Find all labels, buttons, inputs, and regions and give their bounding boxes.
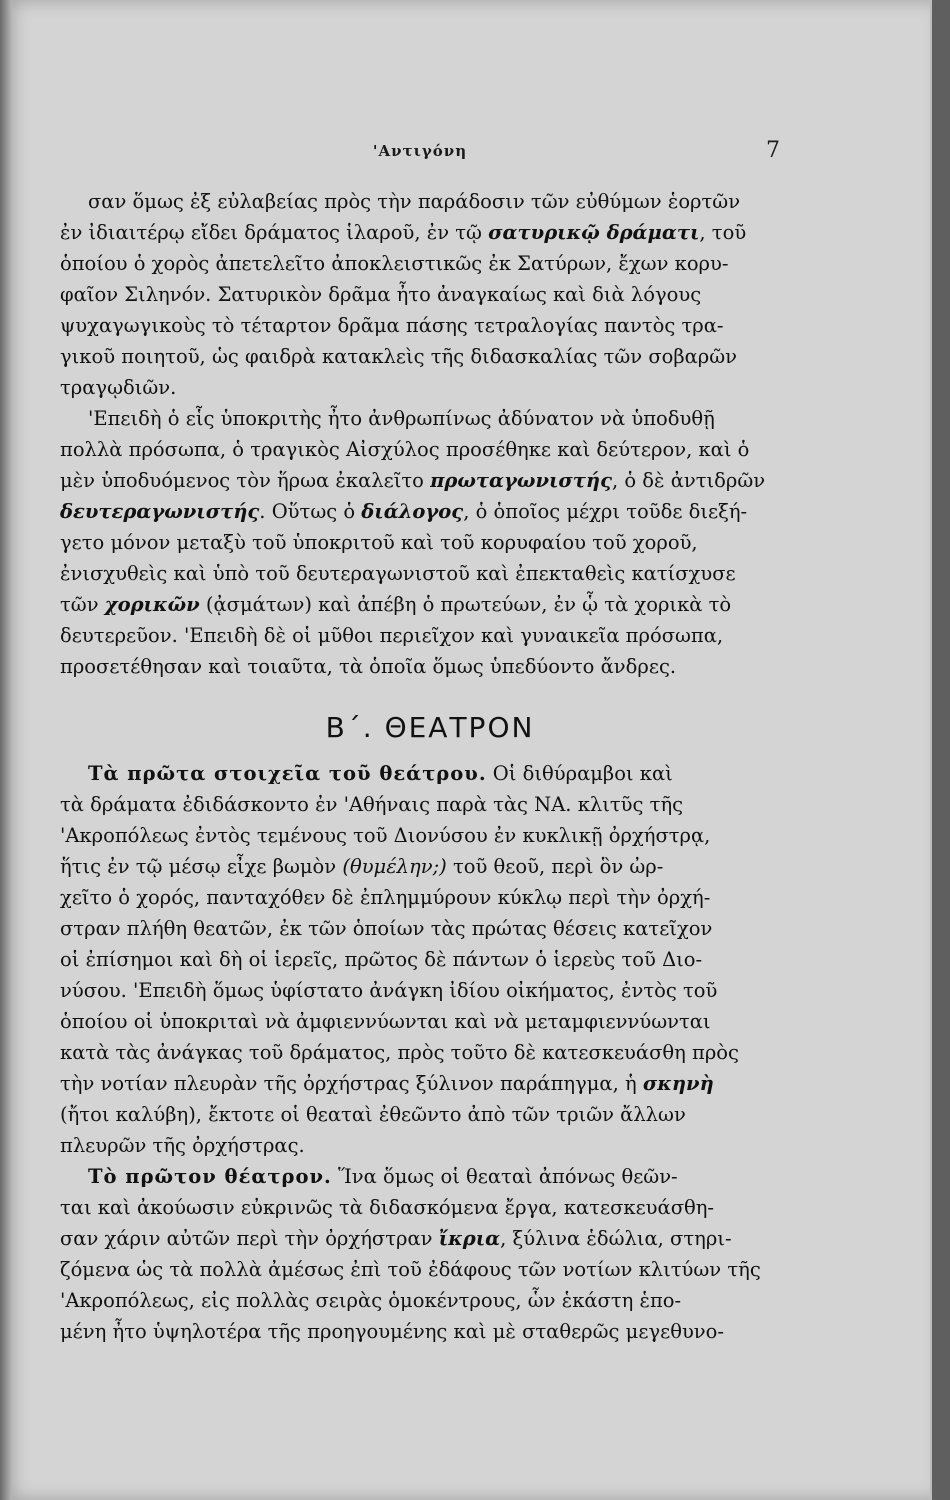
text-segment: μένη ἦτο ὑψηλοτέρα τῆς προηγουμένης καὶ μὲ σταθερῶς μεγεθυνο- — [60, 1320, 724, 1343]
text-line — [60, 527, 800, 558]
text-line — [60, 1037, 800, 1068]
text-line — [60, 944, 800, 975]
paragraph — [60, 186, 800, 403]
text-segment: τῶν — [60, 593, 105, 616]
text-segment: . Οὕτως ὁ — [259, 500, 362, 523]
text-segment: ψυχαγωγικοὺς τὸ τέταρτον δρᾶμα πάσης τετραλογίας παντὸς τρα- — [60, 314, 724, 337]
text-segment: σαν χάριν αὐτῶν περὶ τὴν ὀρχήστραν — [60, 1227, 439, 1250]
text-segment: τοῦ θεοῦ, περὶ ὃν ὠρ- — [446, 855, 664, 878]
text-segment: τὰ δράματα ἐδιδάσκοντο ἐν 'Αθήναις παρὰ τὰς ΝΑ. κλιτῦς τῆς — [60, 793, 684, 816]
text-segment: γετο μόνον μεταξὺ τοῦ ὑποκριτοῦ καὶ τοῦ κορυφαίου τοῦ χοροῦ, — [60, 531, 698, 554]
page-spine-shadow — [0, 0, 12, 1500]
text-part-1 — [60, 186, 800, 682]
text-segment: χεῖτο ὁ χορός, πανταχόθεν δὲ ἐπλημμύρουν κύκλῳ περὶ τὴν ὀρχή- — [60, 886, 711, 909]
text-segment: οἱ ἐπίσημοι καὶ δὴ οἱ ἱερεῖς, πρῶτος δὲ πάντων ὁ ἱερεὺς τοῦ Διο- — [60, 948, 703, 971]
text-segment: Ἵνα ὅμως οἱ θεαταὶ ἀπόνως θεῶν- — [331, 1165, 678, 1188]
text-segment: σαν ὅμως ἐξ εὐλαβείας πρὸς τὴν παράδοσιν τῶν εὐθύμων ἑορτῶν — [88, 190, 741, 213]
text-segment: νύσου. 'Επειδὴ ὅμως ὑφίστατο ἀνάγκη ἰδίου οἰκήματος, ἐντὸς τοῦ — [60, 979, 718, 1002]
paragraph — [60, 1161, 800, 1347]
text-line — [60, 372, 800, 403]
emphasized-term: σκηνὴ — [642, 1072, 714, 1095]
text-segment: φαῖον Σιληνόν. Σατυρικὸν δρᾶμα ἦτο ἀναγκαίως καὶ διὰ λόγους — [60, 283, 702, 306]
emphasized-term: διάλογος — [361, 500, 464, 523]
text-segment: Οἱ διθύραμβοι καὶ — [486, 762, 673, 785]
text-line — [60, 1192, 800, 1223]
text-segment: , τοῦ — [699, 221, 747, 244]
text-line — [60, 882, 800, 913]
text-line — [60, 217, 800, 248]
text-line — [60, 1161, 800, 1192]
text-segment: τραγῳδιῶν. — [60, 376, 177, 399]
text-line — [60, 496, 800, 527]
text-segment: , ὁ δὲ ἀντιδρῶν — [611, 469, 766, 492]
emphasized-term: (θυμέλην;) — [342, 855, 447, 878]
text-segment: πλευρῶν τῆς ὀρχήστρας. — [60, 1134, 305, 1157]
text-line — [60, 310, 800, 341]
text-segment: 'Επειδὴ ὁ εἷς ὑποκριτὴς ἦτο ἀνθρωπίνως ἀδύνατον νὰ ὑποδυθῇ — [88, 407, 715, 430]
text-line — [60, 1068, 800, 1099]
text-line — [60, 1130, 800, 1161]
text-segment: ὁποίου ὁ χορὸς ἀπετελεῖτο ἀποκλειστικῶς ἐκ Σατύρων, ἔχων κορυ- — [60, 252, 729, 275]
text-segment: , ὁ ὁποῖος μέχρι τοῦδε διεξή- — [463, 500, 748, 523]
running-title: 'Αντιγόνη — [372, 142, 468, 160]
paragraph-heading: Τὰ πρῶτα στοιχεῖα τοῦ θεάτρου. — [88, 762, 487, 785]
text-line — [60, 1223, 800, 1254]
paragraph — [60, 758, 800, 1161]
text-line — [60, 1316, 800, 1347]
page-number: 7 — [766, 138, 780, 163]
emphasized-term: πρωταγωνιστής — [430, 469, 612, 492]
text-line — [60, 975, 800, 1006]
text-line — [60, 1285, 800, 1316]
emphasized-term: χορικῶν — [104, 593, 200, 616]
text-line — [60, 789, 800, 820]
text-segment: προσετέθησαν καὶ τοιαῦτα, τὰ ὁποῖα ὅμως ὑπεδύοντο ἄνδρες. — [60, 655, 677, 678]
text-segment: μὲν ὑποδυόμενος τὸν ἥρωα ἐκαλεῖτο — [60, 469, 431, 492]
text-line — [60, 186, 800, 217]
text-segment: ται καὶ ἀκούωσιν εὐκρινῶς τὰ διδασκόμενα ἔργα, κατεσκευάσθη- — [60, 1196, 715, 1219]
text-line — [60, 465, 800, 496]
text-segment: 'Ακροπόλεως ἐντὸς τεμένους τοῦ Διονύσου ἐν κυκλικῇ ὀρχήστρᾳ, — [60, 824, 711, 847]
text-line — [60, 403, 800, 434]
text-line — [60, 1006, 800, 1037]
text-line — [60, 851, 800, 882]
text-segment: 'Ακροπόλεως, εἰς πολλὰς σειρὰς ὁμοκέντρους, ὧν ἑκάστη ἑπο- — [60, 1289, 682, 1312]
text-segment: (ᾀσμάτων) καὶ ἀπέβη ὁ πρωτεύων, ἐν ᾧ τὰ χορικὰ τὸ — [199, 593, 732, 616]
text-segment: (ἤτοι καλύβη), ἔκτοτε οἱ θεαταὶ ἐθεῶντο ἀπὸ τῶν τριῶν ἄλλων — [60, 1103, 686, 1126]
text-segment: στραν πλήθη θεατῶν, ἐκ τῶν ὁποίων τὰς πρώτας θέσεις κατεῖχον — [60, 917, 713, 940]
section-title: Β΄. ΘΕΑΤΡΟΝ — [325, 711, 535, 744]
text-segment: ἐνισχυθεὶς καὶ ὑπὸ τοῦ δευτεραγωνιστοῦ καὶ ἐπεκταθεὶς κατίσχυσε — [60, 562, 736, 585]
text-segment: τὴν νοτίαν πλευρὰν τῆς ὀρχήστρας ξύλινον παράπηγμα, ἡ — [60, 1072, 643, 1095]
text-line — [60, 651, 800, 682]
text-segment: ζόμενα ὡς τὰ πολλὰ ἀμέσως ἐπὶ τοῦ ἐδάφους τῶν νοτίων κλιτύων τῆς — [60, 1258, 761, 1281]
body-text — [60, 186, 800, 1347]
text-line — [60, 1099, 800, 1130]
text-line — [60, 620, 800, 651]
emphasized-term: δευτεραγωνιστής — [60, 500, 260, 523]
paragraph — [60, 403, 800, 682]
text-line — [60, 589, 800, 620]
text-line — [60, 1254, 800, 1285]
text-line — [60, 758, 800, 789]
text-line — [60, 558, 800, 589]
page-header — [60, 138, 780, 170]
text-segment: δευτερεῦον. 'Επειδὴ δὲ οἱ μῦθοι περιεῖχον καὶ γυναικεῖα πρόσωπα, — [60, 624, 724, 647]
text-line — [60, 248, 800, 279]
text-line — [60, 434, 800, 465]
text-segment: πολλὰ πρόσωπα, ὁ τραγικὸς Αἰσχύλος προσέθηκε καὶ δεύτερον, καὶ ὁ — [60, 438, 750, 461]
text-line — [60, 341, 800, 372]
paragraph-heading: Τὸ πρῶτον θέατρον. — [88, 1165, 332, 1188]
text-segment: γικοῦ ποιητοῦ, ὡς φαιδρὰ κατακλεὶς τῆς διδασκαλίας τῶν σοβαρῶν — [60, 345, 738, 368]
emphasized-term: ἴκρια — [438, 1227, 501, 1250]
text-segment: ὁποίου οἱ ὑποκριταὶ νὰ ἀμφιεννύωνται καὶ νὰ μεταμφιεννύωνται — [60, 1010, 711, 1033]
text-segment: , ξύλινα ἑδώλια, στηρι- — [500, 1227, 732, 1250]
text-line — [60, 820, 800, 851]
text-segment: κατὰ τὰς ἀνάγκας τοῦ δράματος, πρὸς τοῦτο δὲ κατεσκευάσθη πρὸς — [60, 1041, 739, 1064]
text-part-2 — [60, 758, 800, 1347]
text-segment: ἐν ἰδιαιτέρῳ εἴδει δράματος ἱλαροῦ, ἐν τῷ — [60, 221, 489, 244]
emphasized-term: σατυρικῷ δράματι — [488, 221, 700, 244]
text-segment: ἥτις ἐν τῷ μέσῳ εἶχε βωμὸν — [60, 855, 343, 878]
text-line — [60, 913, 800, 944]
text-line — [60, 279, 800, 310]
